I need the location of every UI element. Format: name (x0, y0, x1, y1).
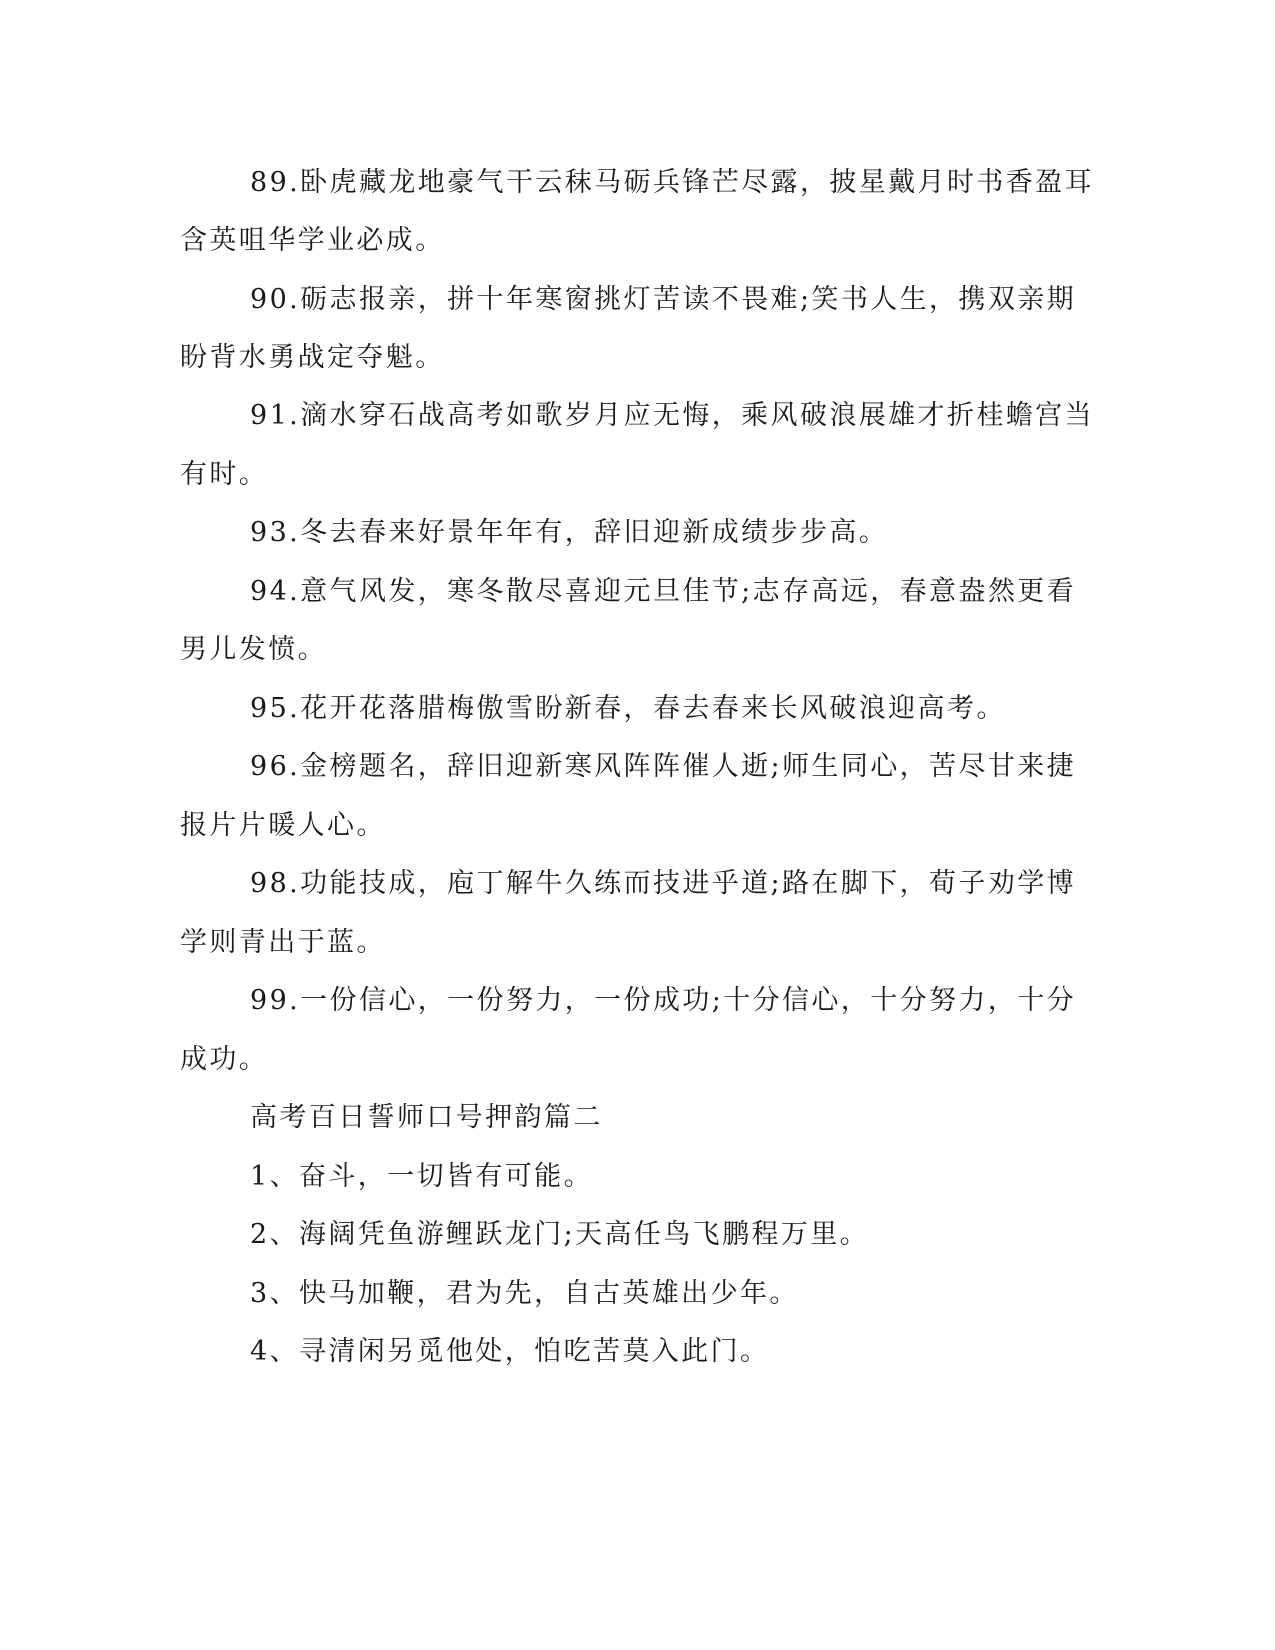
text-line: 学则青出于蓝。 (180, 927, 386, 958)
text-line: 98.功能技成，庖丁解牛久练而技进乎道;路在脚下，荀子劝学博 (250, 868, 1077, 899)
text-line: 91.滴水穿石战高考如歌岁月应无悔，乘风破浪展雄才折桂蟾宫当 (250, 400, 1094, 431)
list-item: 4、寻清闲另觅他处，怕吃苦莫入此门。 (250, 1336, 770, 1367)
text-line: 89.卧虎藏龙地豪气干云秣马砺兵锋芒尽露，披星戴月时书香盈耳 (250, 167, 1094, 198)
list-item: 3、快马加鞭，君为先，自古英雄出少年。 (250, 1278, 799, 1309)
text-line: 90.砺志报亲，拼十年寒窗挑灯苦读不畏难;笑书人生，携双亲期 (250, 284, 1077, 315)
text-line: 95.花开花落腊梅傲雪盼新春，春去春来长风破浪迎高考。 (250, 693, 1006, 724)
text-line: 报片片暖人心。 (180, 810, 386, 841)
list-item: 2、海阔凭鱼游鲤跃龙门;天高任鸟飞鹏程万里。 (250, 1219, 870, 1250)
text-line: 有时。 (180, 459, 269, 490)
text-line: 99.一份信心，一份努力，一份成功;十分信心，十分努力，十分 (250, 985, 1077, 1016)
text-line: 94.意气风发，寒冬散尽喜迎元旦佳节;志存高远，春意盎然更看 (250, 576, 1077, 607)
text-line: 男儿发愤。 (180, 634, 327, 665)
text-line: 含英咀华学业必成。 (180, 225, 445, 256)
text-line: 成功。 (180, 1044, 269, 1075)
text-line: 盼背水勇战定夺魁。 (180, 342, 445, 373)
text-line: 96.金榜题名，辞旧迎新寒风阵阵催人逝;师生同心，苦尽甘来捷 (250, 751, 1077, 782)
section-heading: 高考百日誓师口号押韵篇二 (250, 1102, 603, 1133)
list-item: 1、奋斗，一切皆有可能。 (250, 1161, 593, 1192)
text-line: 93.冬去春来好景年年有，辞旧迎新成绩步步高。 (250, 517, 889, 548)
